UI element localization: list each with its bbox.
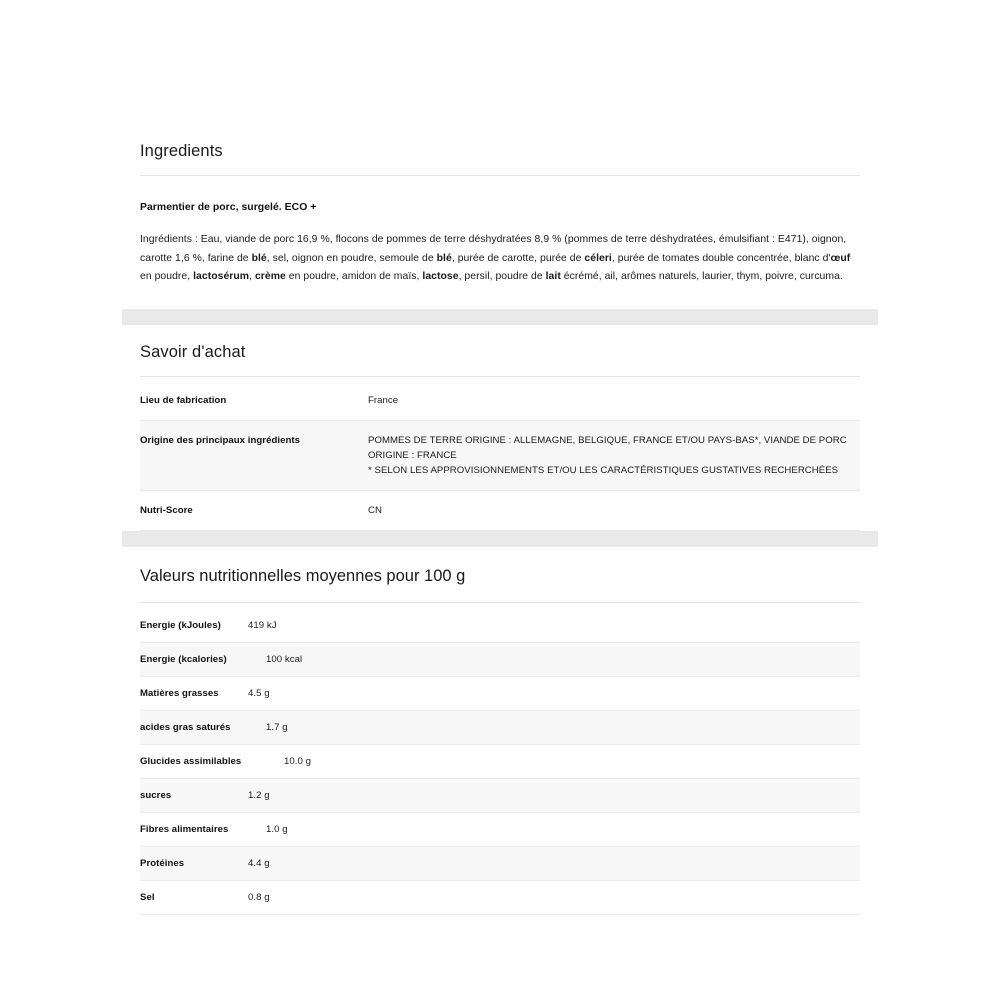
ingredients-body <box>140 176 860 309</box>
nutrition-row <box>140 846 860 880</box>
nutrition-row-label: Energie (kcalories) <box>140 653 227 665</box>
savoir-row <box>140 490 860 530</box>
nutrition-table <box>140 609 860 915</box>
nutrition-row-value: 100 kcal <box>266 653 303 665</box>
nutrition-row <box>140 642 860 676</box>
nutrition-table-wrap <box>140 603 860 915</box>
nutrition-row-value: 419 kJ <box>248 619 277 631</box>
nutrition-row <box>140 778 860 812</box>
savoir-table <box>140 381 860 531</box>
nutrition-row-value: 10.0 g <box>284 755 311 767</box>
content-column <box>122 124 878 915</box>
product-name: Parmentier de porc, surgelé. ECO + <box>140 202 317 213</box>
nutrition-row-label: Energie (kJoules) <box>140 619 221 631</box>
nutrition-row <box>140 609 860 643</box>
savoir-row <box>140 381 860 421</box>
nutrition-heading: Valeurs nutritionnelles moyennes pour 100 g <box>140 547 860 603</box>
nutrition-row-label: Glucides assimilables <box>140 755 242 767</box>
nutrition-row <box>140 676 860 710</box>
nutrition-row-value: 1.2 g <box>248 789 270 801</box>
nutrition-row-label: Matières grasses <box>140 687 219 699</box>
nutrition-row-label: Fibres alimentaires <box>140 823 229 835</box>
section-divider-2 <box>122 531 878 547</box>
savoir-row-value: France <box>368 394 399 406</box>
ingredients-list-text: Ingrédients : Eau, viande de porc 16,9 %, flocons de pommes de terre déshydratées 8,9 % (pommes de terre déshydratées, émulsifiant : E471), oignon, carotte 1,6 %, farine de blé, sel, oignon en poudre, semoule de blé, purée de carotte, purée de céleri, purée de tomates double concentrée, blanc d'œuf en poudre, lactosérum, crème en poudre, amidon de maïs, lactose, persil, poudre de lait écrémé, ail, arômes naturels, laurier, thym, poivre, curcuma. <box>140 234 851 282</box>
nutrition-row-label: acides gras saturés <box>140 721 231 733</box>
nutrition-row-value: 0.8 g <box>248 891 270 903</box>
nutrition-row-label: Sel <box>140 891 155 903</box>
savoir-row-value: CN <box>368 504 382 516</box>
nutrition-row <box>140 744 860 778</box>
nutrition-row <box>140 812 860 846</box>
ingredients-heading: Ingredients <box>140 124 860 176</box>
savoir-row-label: Nutri-Score <box>140 504 193 516</box>
nutrition-row <box>140 710 860 744</box>
nutrition-row-label: sucres <box>140 789 172 801</box>
section-divider-1 <box>122 309 878 325</box>
nutrition-row-label: Protéines <box>140 857 185 869</box>
nutrition-section <box>122 547 878 915</box>
savoir-row <box>140 420 860 490</box>
savoir-row-label: Origine des principaux ingrédients <box>140 434 301 446</box>
nutrition-row-value: 1.7 g <box>266 721 288 733</box>
savoir-table-wrap <box>140 377 860 531</box>
nutrition-row <box>140 880 860 914</box>
savoir-dachat-heading: Savoir d'achat <box>140 325 860 377</box>
savoir-row-value: POMMES DE TERRE ORIGINE : ALLEMAGNE, BELGIQUE, FRANCE ET/OU PAYS-BAS*, VIANDE DE PORC ORIGINE : FRANCE * SELON LES APPROVISIONNEMENTS ET/OU LES CARACTÉRISTIQUES GUSTATIVES RECHERCHÉES <box>368 434 847 476</box>
nutrition-row-value: 1.0 g <box>266 823 288 835</box>
savoir-dachat-section <box>122 325 878 531</box>
ingredients-section <box>122 124 878 309</box>
nutrition-row-value: 4.5 g <box>248 687 270 699</box>
nutrition-row-value: 4.4 g <box>248 857 270 869</box>
savoir-row-label: Lieu de fabrication <box>140 394 227 406</box>
